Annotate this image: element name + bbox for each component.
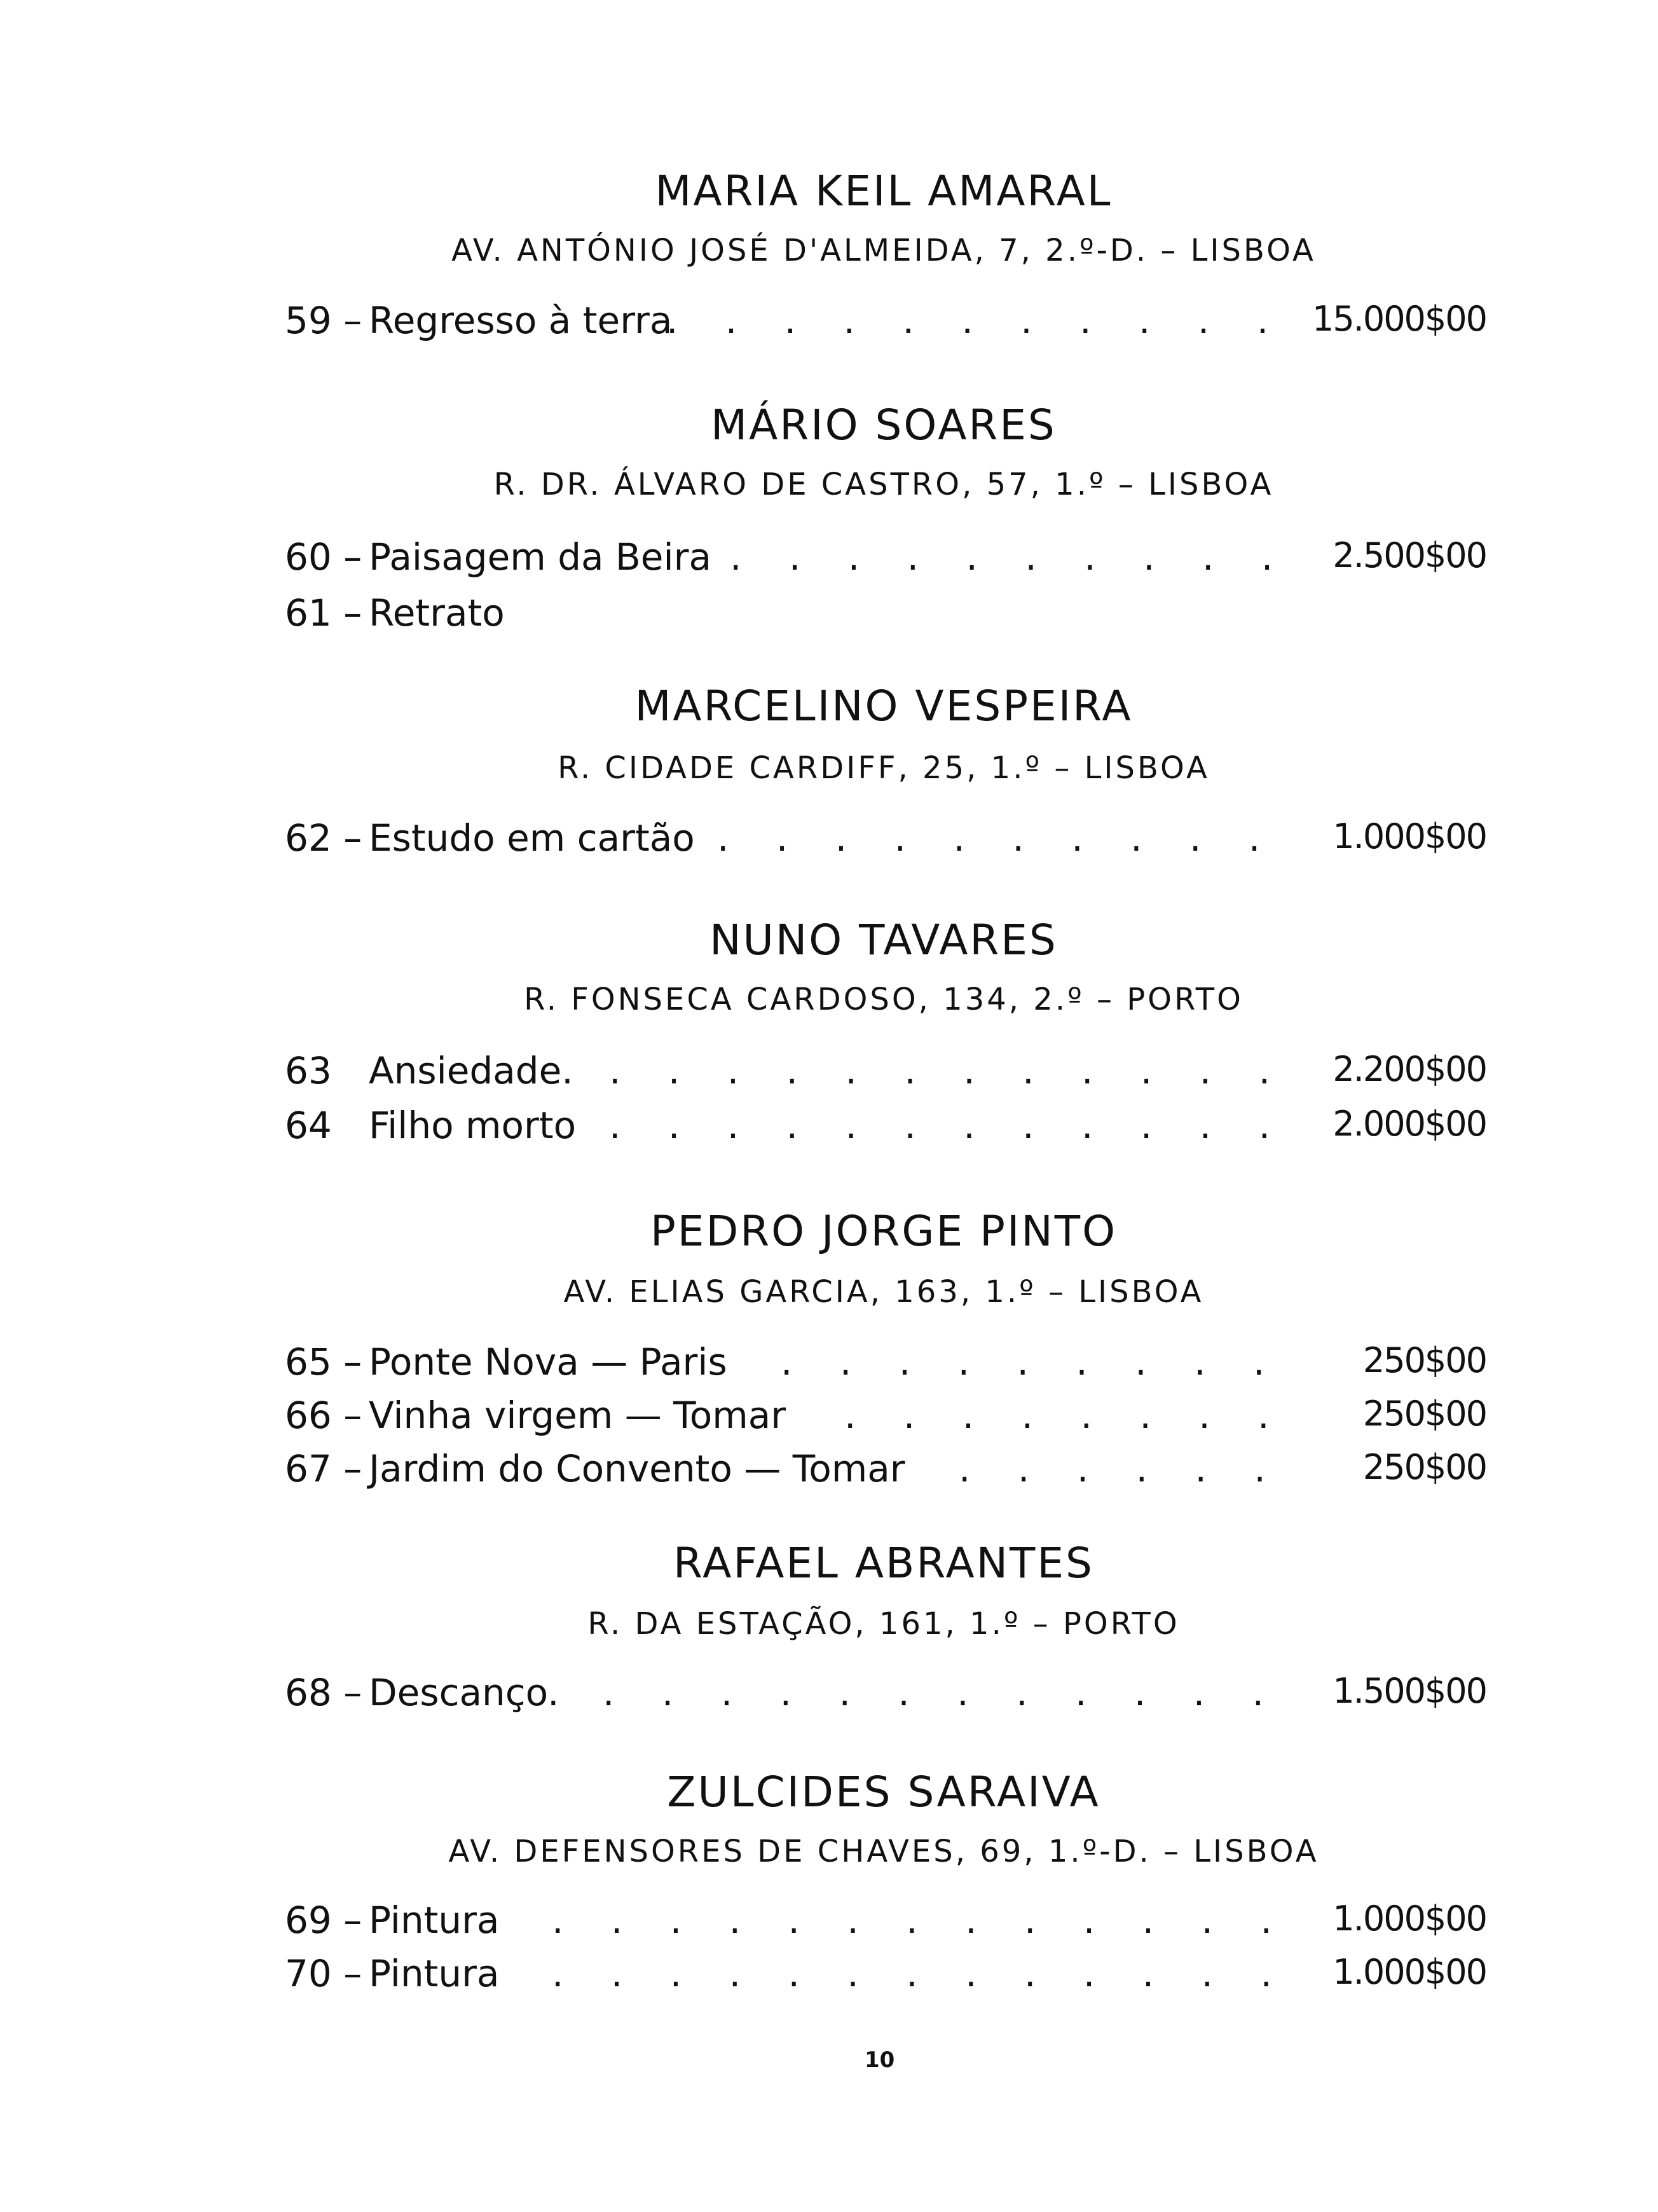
artist-name: MARCELINO VESPEIRA bbox=[634, 682, 1133, 731]
artist-address: R. DR. ÁLVARO DE CASTRO, 57, 1.º – LISBOA bbox=[493, 467, 1274, 502]
artist-name: PEDRO JORGE PINTO bbox=[650, 1207, 1118, 1256]
artist-address: AV. ANTÓNIO JOSÉ D'ALMEIDA, 7, 2.º-D. – LISBOA bbox=[451, 233, 1316, 268]
work-title: Ponte Nova — Paris bbox=[369, 1340, 727, 1384]
work-number: 68 – bbox=[285, 1671, 362, 1714]
artist-address: R. DA ESTAÇÃO, 161, 1.º – PORTO bbox=[587, 1606, 1180, 1642]
work-title: Filho morto bbox=[369, 1104, 577, 1147]
work-number: 70 – bbox=[285, 1952, 362, 1995]
work-number: 66 – bbox=[285, 1394, 362, 1437]
work-price: 1.000$00 bbox=[1333, 1899, 1486, 1939]
work-entry bbox=[285, 1340, 1486, 1389]
work-number: 64 bbox=[285, 1104, 332, 1147]
work-title: Pintura bbox=[369, 1899, 500, 1942]
work-price: 1.500$00 bbox=[1333, 1671, 1486, 1711]
work-entry bbox=[285, 535, 1486, 584]
work-title: Descanço. bbox=[369, 1671, 559, 1714]
work-entry bbox=[285, 1049, 1486, 1097]
work-entry bbox=[285, 816, 1486, 865]
leader-dots: . . . . . . . . . . . bbox=[666, 299, 1287, 342]
page-number: 10 bbox=[865, 2047, 895, 2073]
leader-dots: . . . . . . . . . . . . . bbox=[552, 1899, 1290, 1942]
work-title: Vinha virgem — Tomar bbox=[369, 1394, 786, 1437]
work-number: 59 – bbox=[285, 299, 362, 342]
work-entry bbox=[285, 1447, 1486, 1495]
leader-dots: . . . . . . . . . bbox=[781, 1340, 1283, 1384]
artist-name: NUNO TAVARES bbox=[709, 916, 1058, 965]
leader-dots: . . . . . . . . . . bbox=[717, 816, 1278, 860]
work-number: 62 – bbox=[285, 816, 362, 860]
work-title: Jardim do Convento — Tomar bbox=[369, 1447, 905, 1490]
artist-address: R. FONSECA CARDOSO, 134, 2.º – PORTO bbox=[524, 982, 1244, 1017]
leader-dots: . . . . . . . . . . . . . bbox=[552, 1952, 1290, 1995]
artist-name: ZULCIDES SARAIVA bbox=[667, 1768, 1100, 1817]
artist-name: MARIA KEIL AMARAL bbox=[655, 167, 1113, 216]
work-price: 2.200$00 bbox=[1333, 1049, 1486, 1089]
work-price: 2.000$00 bbox=[1333, 1104, 1486, 1144]
work-price: 1.000$00 bbox=[1333, 816, 1486, 856]
work-entry bbox=[285, 1671, 1486, 1719]
artist-name: MÁRIO SOARES bbox=[711, 401, 1057, 450]
artist-name: RAFAEL ABRANTES bbox=[673, 1539, 1094, 1588]
work-price: 250$00 bbox=[1362, 1447, 1486, 1487]
leader-dots: . . . . . . . . . . . . bbox=[603, 1671, 1282, 1714]
artist-address: R. CIDADE CARDIFF, 25, 1.º – LISBOA bbox=[558, 750, 1210, 786]
leader-dots: . . . . . . . . . . . . bbox=[609, 1104, 1289, 1147]
leader-dots: . . . . . . . . . . bbox=[730, 535, 1291, 579]
work-number: 65 – bbox=[285, 1340, 362, 1384]
work-entry bbox=[285, 1952, 1486, 2000]
artist-address: AV. ELIAS GARCIA, 163, 1.º – LISBOA bbox=[563, 1274, 1204, 1310]
leader-dots: . . . . . . bbox=[959, 1447, 1284, 1490]
work-title: Retrato bbox=[369, 591, 505, 635]
work-number: 63 bbox=[285, 1049, 332, 1092]
work-entry bbox=[285, 591, 1486, 640]
work-title: Regresso à terra bbox=[369, 299, 673, 342]
work-price: 1.000$00 bbox=[1333, 1952, 1486, 1992]
work-number: 60 – bbox=[285, 535, 362, 579]
work-price: 15.000$00 bbox=[1312, 299, 1486, 339]
work-title: Paisagem da Beira bbox=[369, 535, 711, 579]
work-title: Estudo em cartão bbox=[369, 816, 695, 860]
work-number: 61 – bbox=[285, 591, 362, 635]
leader-dots: . . . . . . . . . . . . bbox=[609, 1049, 1289, 1092]
work-price: 2.500$00 bbox=[1333, 535, 1486, 575]
work-number: 69 – bbox=[285, 1899, 362, 1942]
artist-address: AV. DEFENSORES DE CHAVES, 69, 1.º-D. – LISBOA bbox=[448, 1834, 1319, 1869]
work-entry bbox=[285, 1394, 1486, 1442]
work-entry bbox=[285, 1104, 1486, 1152]
work-title: Ansiedade. bbox=[369, 1049, 573, 1092]
work-entry bbox=[285, 299, 1486, 347]
work-price: 250$00 bbox=[1362, 1340, 1486, 1380]
leader-dots: . . . . . . . . bbox=[844, 1394, 1287, 1437]
work-number: 67 – bbox=[285, 1447, 362, 1490]
work-price: 250$00 bbox=[1362, 1394, 1486, 1434]
work-entry bbox=[285, 1899, 1486, 1947]
work-title: Pintura bbox=[369, 1952, 500, 1995]
